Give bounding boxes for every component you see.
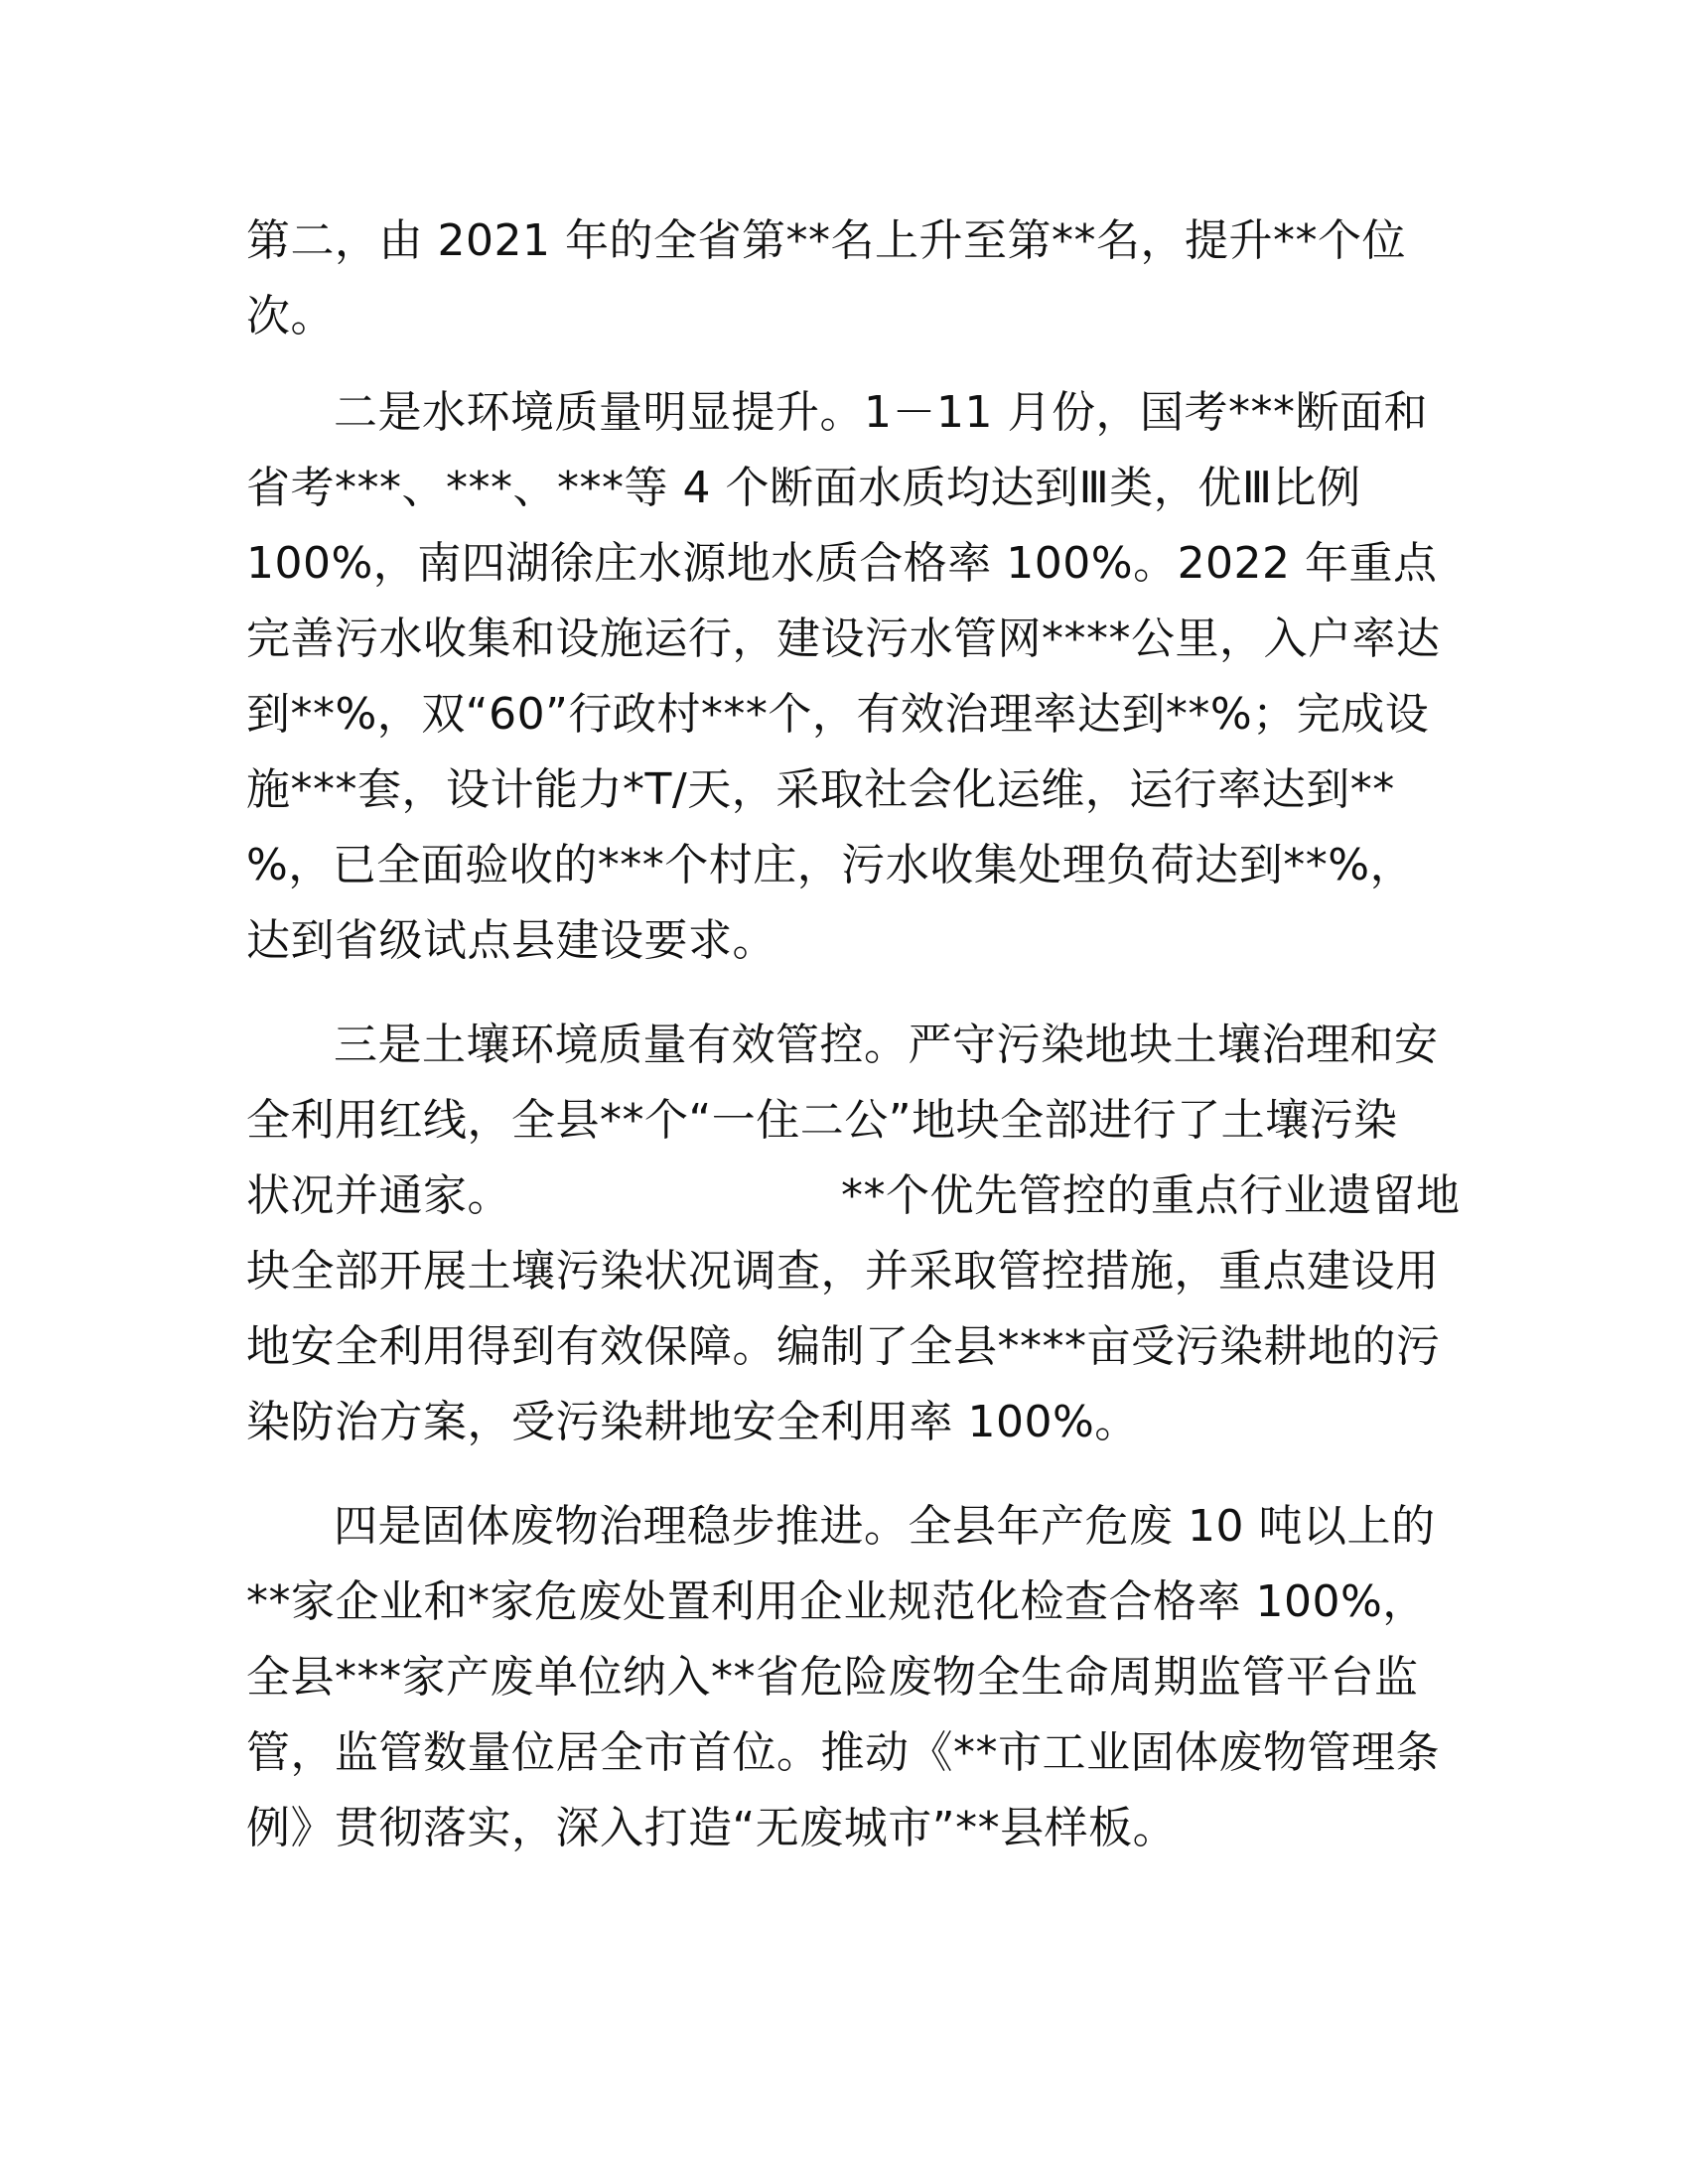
text-line: 100%，南四湖徐庄水源地水质合格率 100%。2022 年重点 [246,538,1438,589]
paragraph-solid-waste [246,1489,1438,1866]
text-line: 三是土壤环境质量有效管控。严守污染地块土壤治理和安 [334,1020,1439,1070]
text-line: 二是水环境质量明显提升。1－11 月份，国考***断面和 [334,387,1428,438]
text-line: 完善污水收集和设施运行，建设污水管网****公里，入户率达 [246,614,1441,664]
paragraph-soil-environment [246,1008,1461,1460]
text-segment: **个优先管控的重点行业遗留地 [841,1170,1461,1221]
text-line: 染防治方案，受污染耕地安全利用率 100%。 [246,1397,1139,1447]
text-line: 施***套，设计能力*T/天，采取社会化运维，运行率达到** [246,764,1395,815]
text-line: **家企业和*家危废处置利用企业规范化检查合格率 100%， [246,1576,1427,1627]
text-line: 达到省级试点县建设要求。 [246,915,776,966]
text-line: 次。 [246,291,335,341]
text-line: 省考***、***、***等 4 个断面水质均达到Ⅲ类，优Ⅲ比例 [246,463,1361,513]
text-segment: 状况并通家。 [246,1170,511,1221]
text-line: 到**%，双“60”行政村***个，有效治理率达到**%；完成设 [246,689,1430,740]
text-line: 全县***家产废单位纳入**省危险废物全生命周期监管平台监 [246,1652,1419,1703]
paragraph-continuation [246,204,1438,354]
text-line: 地安全利用得到有效保障。编制了全县****亩受污染耕地的污 [246,1321,1441,1372]
text-line: 四是固体废物治理稳步推进。全县年产危废 10 吨以上的 [334,1501,1436,1552]
text-line: 例》贯彻落实，深入打造“无废城市”**县样板。 [246,1803,1178,1853]
text-line-split [246,1159,1461,1234]
text-line: %，已全面验收的***个村庄，污水收集处理负荷达到**%， [246,840,1415,890]
paragraph-water-environment [246,375,1441,979]
text-line: 块全部开展土壤污染状况调查，并采取管控措施，重点建设用 [246,1246,1440,1297]
text-line: 第二，由 2021 年的全省第**名上升至第**名，提升**个位 [246,215,1406,266]
text-line: 全利用红线，全县**个“一住二公”地块全部进行了土壤污染 [246,1095,1398,1146]
text-line: 管，监管数量位居全市首位。推动《**市工业固体废物管理条 [246,1727,1440,1778]
